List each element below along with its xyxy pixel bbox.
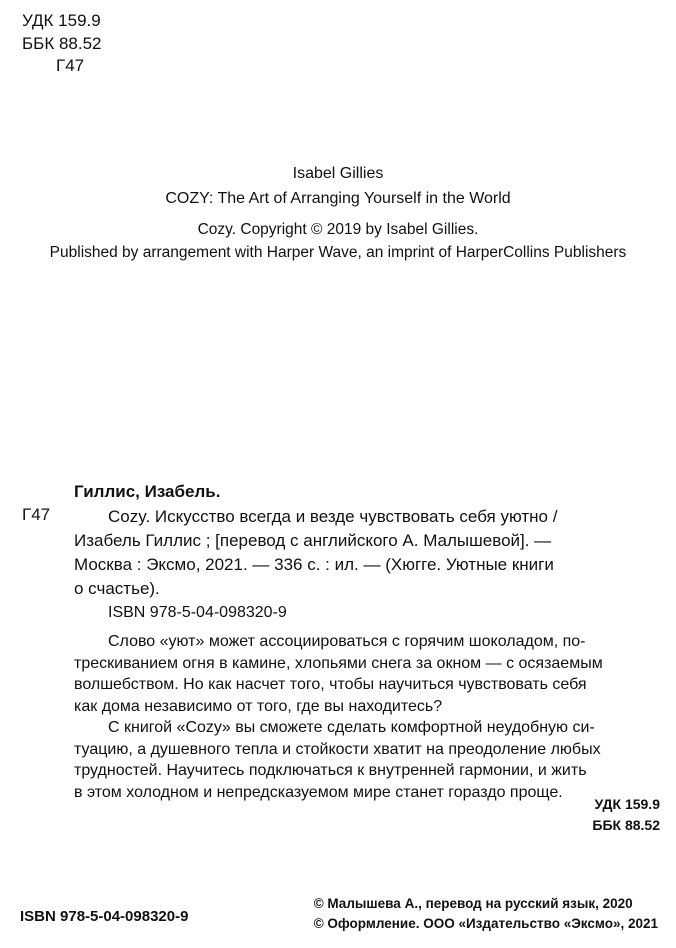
description-line: о счастье).: [74, 579, 160, 598]
udk-code-bottom: УДК 159.9: [594, 796, 660, 812]
bbk-code-bottom: ББК 88.52: [592, 817, 660, 833]
description-line: Москва : Эксмо, 2021. — 336 с. : ил. — (Хюгге. Уютные книги: [74, 555, 554, 574]
bottom-classification-codes: [592, 794, 660, 836]
catalog-class-code: Г47: [22, 505, 51, 524]
annotation-line: трудностей. Научитесь подключаться к внутренней гармонии, и жить: [74, 762, 587, 779]
original-author: Isabel Gillies: [292, 165, 384, 182]
catalog-author-heading: Гиллис, Изабель.: [74, 482, 221, 501]
top-classification-codes: [22, 10, 101, 78]
annotation-line: туацию, а душевного тепла и стойкости хватит на преодоление любых: [74, 740, 601, 758]
annotation-line: трескиванием огня в камине, хлопьями снега за окном — с осязаемым: [74, 654, 603, 672]
translation-copyright: © Малышева А., перевод на русский язык, 2020: [313, 896, 633, 911]
footer-copyrights: [314, 894, 658, 934]
bibliographic-description: [74, 505, 664, 601]
original-copyright: Cozy. Copyright © 2019 by Isabel Gillies.: [197, 221, 479, 238]
catalog-isbn: ISBN 978-5-04-098320-9: [108, 604, 287, 621]
annotation-line: С книгой «Cozy» вы сможете сделать комфортной неудобную си-: [108, 719, 595, 736]
publisher-note: Published by arrangement with Harper Wave, an imprint of HarperCollins Publishers: [49, 244, 627, 261]
bbk-code: ББК 88.52: [22, 33, 102, 53]
description-line: Cozy. Искусство всегда и везде чувствовать себя уютно /: [108, 507, 558, 526]
annotation-line: Слово «уют» может ассоциироваться с горячим шоколадом, по-: [108, 633, 586, 650]
annotation-line: в этом холодном и непредсказуемом мире станет гораздо проще.: [74, 783, 563, 801]
annotation-line: волшебством. Но как насчет того, чтобы научиться чувствовать себя: [74, 676, 587, 693]
annotation-text: [74, 631, 664, 803]
original-title: COZY: The Art of Arranging Yourself in the World: [165, 190, 511, 207]
udk-code: УДК 159.9: [22, 11, 101, 30]
annotation-line: как дома независимо от того, где вы находитесь?: [74, 697, 443, 715]
design-copyright: © Оформление. ООО «Издательство «Эксмо», 2021: [313, 916, 658, 931]
author-mark: Г47: [56, 56, 85, 75]
description-line: Изабель Гиллис ; [перевод с английского А. Малышевой]. —: [74, 531, 552, 550]
footer-isbn: ISBN 978-5-04-098320-9: [20, 908, 189, 925]
